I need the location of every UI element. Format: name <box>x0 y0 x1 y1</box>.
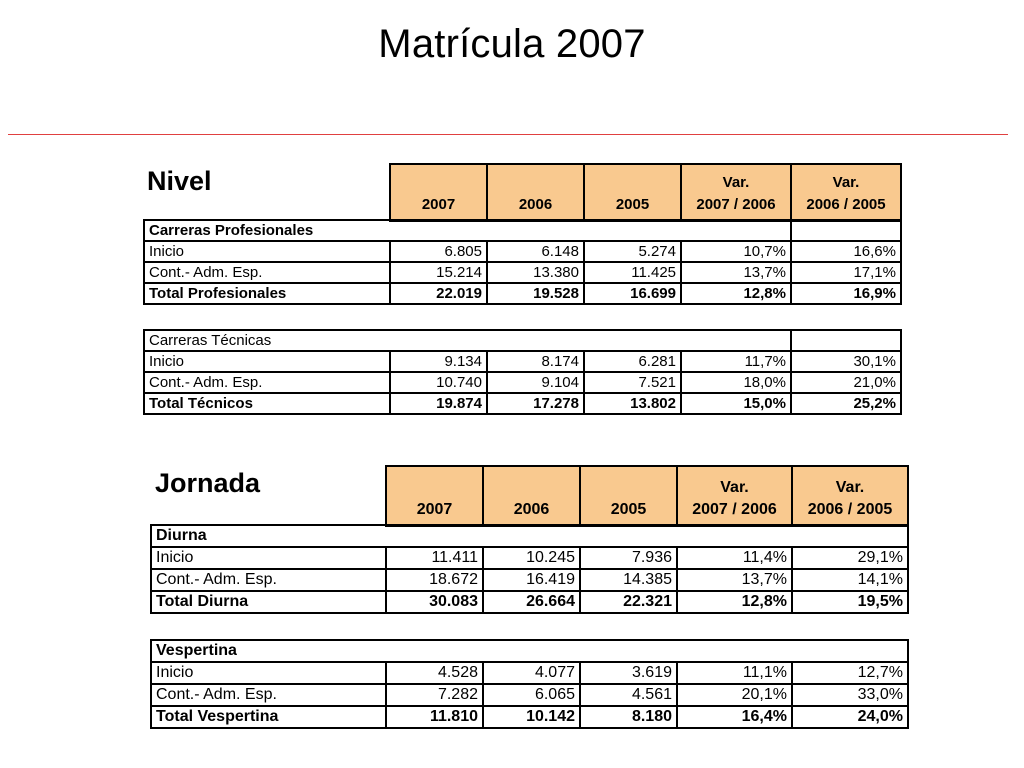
jornada-col-header-line2: 2006 <box>513 501 550 518</box>
value-cell: 15,0% <box>681 393 791 414</box>
value-cell: 13,7% <box>681 262 791 283</box>
value-cell: 8.180 <box>580 706 677 728</box>
value-cell: 7.282 <box>386 684 483 706</box>
jornada-header-row <box>385 465 909 527</box>
jornada-col-header-line2: 2007 / 2006 <box>692 501 777 518</box>
value-cell: 17,1% <box>791 262 901 283</box>
value-cell: 6.148 <box>487 241 584 262</box>
value-cell: 9.104 <box>487 372 584 393</box>
value-cell: 17.278 <box>487 393 584 414</box>
jornada-col-header <box>387 467 484 525</box>
value-cell: 10.245 <box>483 547 580 569</box>
nivel-col-header-line2: 2007 / 2006 <box>696 196 776 213</box>
jornada-col-header <box>678 467 793 525</box>
nivel-col-header-line2: 2007 <box>421 196 456 213</box>
value-cell: 24,0% <box>792 706 908 728</box>
value-cell: 19.528 <box>487 283 584 304</box>
jornada-col-header-line2: 2006 / 2005 <box>807 501 893 518</box>
jornada-heading: Jornada <box>155 468 261 498</box>
value-cell: 6.805 <box>390 241 487 262</box>
group-label: Diurna <box>151 525 908 547</box>
nivel-heading: Nivel <box>147 166 212 196</box>
jornada-col-header-line2: 2005 <box>610 501 647 518</box>
nivel-col-header <box>682 165 792 220</box>
group-row <box>144 220 901 241</box>
value-cell: 29,1% <box>792 547 908 569</box>
table-row <box>151 684 908 706</box>
row-label: Inicio <box>144 241 390 262</box>
value-cell: 3.619 <box>580 662 677 684</box>
group-row <box>144 330 901 351</box>
value-cell: 19,5% <box>792 591 908 613</box>
row-label: Total Diurna <box>151 591 386 613</box>
value-cell: 15.214 <box>390 262 487 283</box>
value-cell: 22.321 <box>580 591 677 613</box>
jornada-diurna-table <box>150 524 909 614</box>
value-cell: 13.802 <box>584 393 681 414</box>
value-cell: 4.077 <box>483 662 580 684</box>
nivel-col-header-line1: Var. <box>832 174 860 191</box>
empty-cell <box>791 330 901 351</box>
table-row <box>144 241 901 262</box>
value-cell: 7.521 <box>584 372 681 393</box>
value-cell: 12,8% <box>681 283 791 304</box>
table-row <box>144 372 901 393</box>
jornada-col-header-line1: Var. <box>835 479 865 496</box>
value-cell: 14,1% <box>792 569 908 591</box>
jornada-col-header <box>793 467 909 525</box>
empty-cell <box>791 220 901 241</box>
value-cell: 10,7% <box>681 241 791 262</box>
table-row <box>144 262 901 283</box>
value-cell: 11,7% <box>681 351 791 372</box>
value-cell: 11.810 <box>386 706 483 728</box>
jornada-col-header-line2: 2007 <box>416 501 453 518</box>
value-cell: 30,1% <box>791 351 901 372</box>
jornada-col-header <box>484 467 581 525</box>
value-cell: 7.936 <box>580 547 677 569</box>
page-title: Matrícula 2007 <box>378 22 646 66</box>
group-label: Carreras Técnicas <box>144 330 791 351</box>
row-label: Inicio <box>144 351 390 372</box>
value-cell: 25,2% <box>791 393 901 414</box>
table-row <box>144 351 901 372</box>
nivel-col-header-line1: Var. <box>722 174 750 191</box>
nivel-col-header-line2: 2005 <box>615 196 650 213</box>
value-cell: 16,6% <box>791 241 901 262</box>
group-row <box>151 640 908 662</box>
table-row <box>151 547 908 569</box>
value-cell: 14.385 <box>580 569 677 591</box>
value-cell: 12,8% <box>677 591 792 613</box>
value-cell: 11.425 <box>584 262 681 283</box>
group-label: Carreras Profesionales <box>144 220 791 241</box>
nivel-col-header <box>488 165 585 220</box>
nivel-col-header <box>792 165 902 220</box>
jornada-col-header-line1: Var. <box>720 479 749 496</box>
value-cell: 30.083 <box>386 591 483 613</box>
nivel-col-header-line2: 2006 <box>518 196 553 213</box>
table-row <box>151 662 908 684</box>
total-row <box>144 283 901 304</box>
value-cell: 11.411 <box>386 547 483 569</box>
row-label: Inicio <box>151 662 386 684</box>
value-cell: 20,1% <box>677 684 792 706</box>
value-cell: 6.065 <box>483 684 580 706</box>
value-cell: 10.142 <box>483 706 580 728</box>
nivel-col-header <box>585 165 682 220</box>
value-cell: 5.274 <box>584 241 681 262</box>
total-row <box>151 591 908 613</box>
row-label: Total Técnicos <box>144 393 390 414</box>
value-cell: 18,0% <box>681 372 791 393</box>
value-cell: 21,0% <box>791 372 901 393</box>
value-cell: 22.019 <box>390 283 487 304</box>
value-cell: 11,4% <box>677 547 792 569</box>
value-cell: 19.874 <box>390 393 487 414</box>
row-label: Total Vespertina <box>151 706 386 728</box>
nivel-header-row <box>389 163 902 222</box>
jornada-vespertina-table <box>150 639 909 729</box>
group-label: Vespertina <box>151 640 908 662</box>
group-row <box>151 525 908 547</box>
value-cell: 4.561 <box>580 684 677 706</box>
value-cell: 4.528 <box>386 662 483 684</box>
value-cell: 13,7% <box>677 569 792 591</box>
nivel-tecnicas-table <box>143 329 902 415</box>
row-label: Cont.- Adm. Esp. <box>144 262 390 283</box>
nivel-col-header-line2: 2006 / 2005 <box>806 196 886 213</box>
value-cell: 12,7% <box>792 662 908 684</box>
value-cell: 26.664 <box>483 591 580 613</box>
value-cell: 8.174 <box>487 351 584 372</box>
value-cell: 18.672 <box>386 569 483 591</box>
nivel-profesionales-table <box>143 219 902 305</box>
value-cell: 9.134 <box>390 351 487 372</box>
value-cell: 11,1% <box>677 662 792 684</box>
row-label: Total Profesionales <box>144 283 390 304</box>
value-cell: 10.740 <box>390 372 487 393</box>
value-cell: 16.699 <box>584 283 681 304</box>
value-cell: 33,0% <box>792 684 908 706</box>
table-row <box>151 569 908 591</box>
value-cell: 6.281 <box>584 351 681 372</box>
value-cell: 13.380 <box>487 262 584 283</box>
value-cell: 16,9% <box>791 283 901 304</box>
total-row <box>151 706 908 728</box>
row-label: Cont.- Adm. Esp. <box>151 684 386 706</box>
jornada-col-header <box>581 467 678 525</box>
value-cell: 16.419 <box>483 569 580 591</box>
nivel-col-header <box>391 165 488 220</box>
title-divider <box>8 134 1008 135</box>
row-label: Cont.- Adm. Esp. <box>151 569 386 591</box>
row-label: Cont.- Adm. Esp. <box>144 372 390 393</box>
value-cell: 16,4% <box>677 706 792 728</box>
row-label: Inicio <box>151 547 386 569</box>
total-row <box>144 393 901 414</box>
